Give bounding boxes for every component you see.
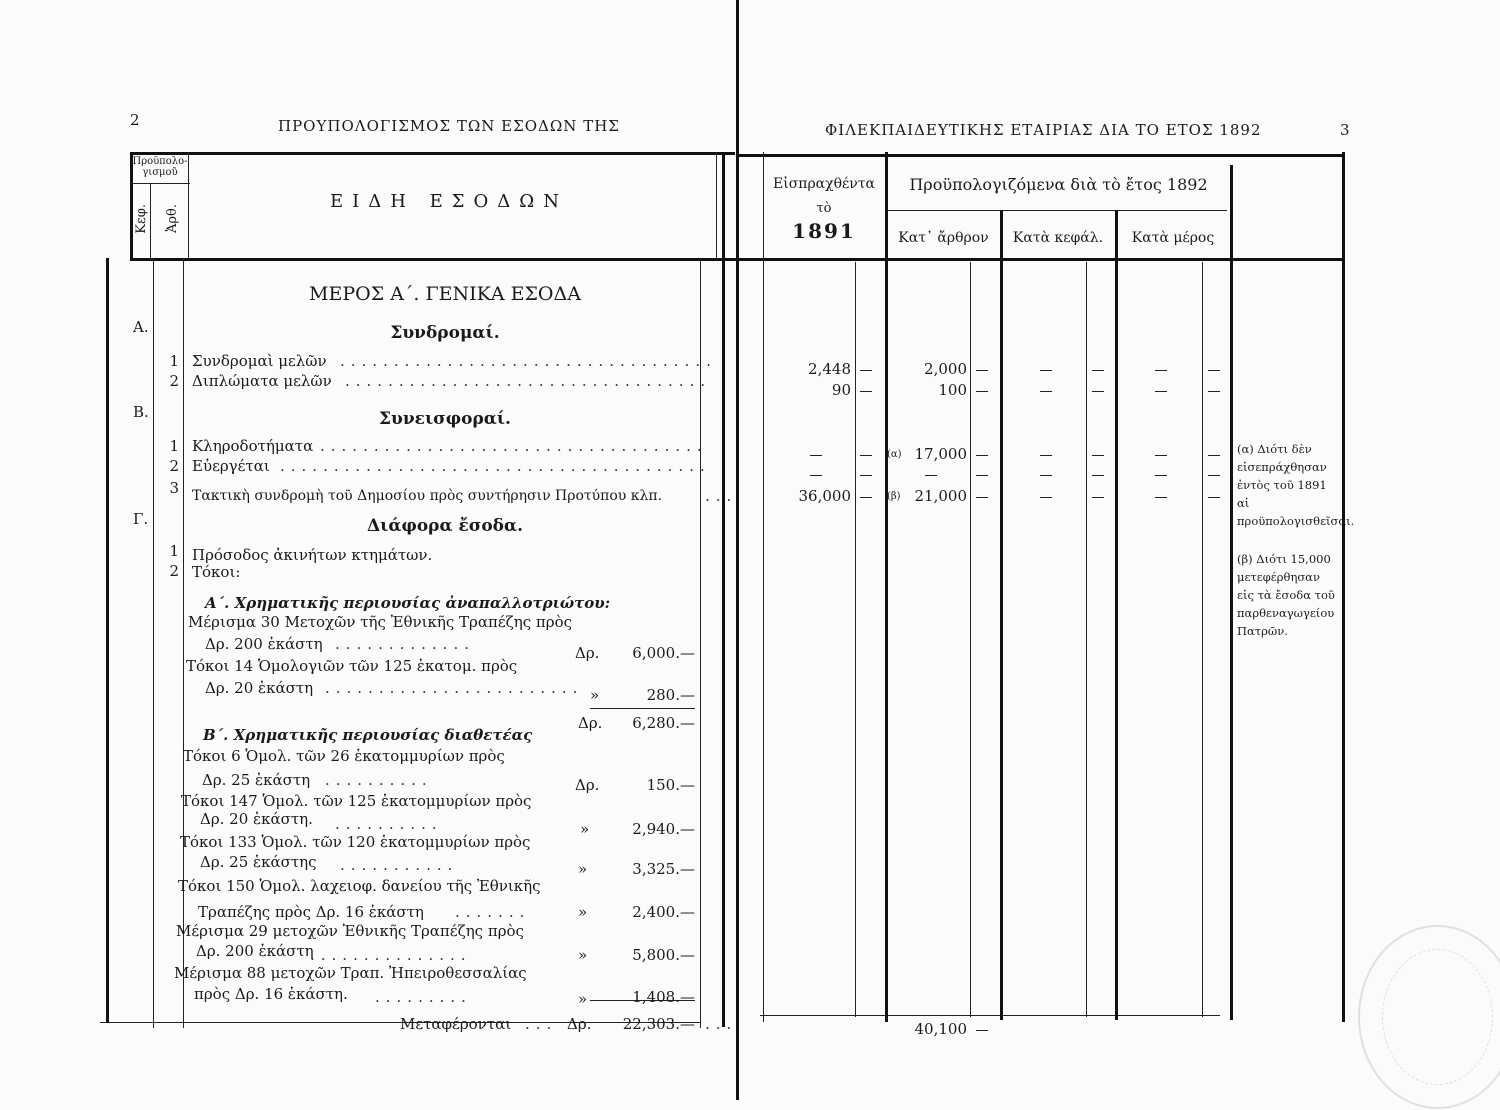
item-line: Δρ. 25 ἑκάστης [200,853,317,871]
section-title: Διάφορα ἔσοδα. [366,516,524,536]
section-title: Συνδρομαί. [390,323,500,343]
currency: » [578,903,588,921]
item-line: Τόκοι 147 Ὁμολ. τῶν 125 ἑκατομμυρίων πρὸς [181,792,532,810]
row-label: Τακτικὴ συνδρομὴ τοῦ Δημοσίου πρὸς συντήρησιν Προτύπου κλπ. [192,488,663,504]
item-line: Δρ. 20 ἑκάστη. [200,810,313,828]
currency: » [578,860,588,878]
article-number: 2 [169,562,179,580]
currency: » [590,686,600,704]
article-value: 2,000 [924,360,967,378]
margin-note: (α) Διότι δὲν εἰσεπράχθησαν ἐντὸς τοῦ 1891 αἱ προϋπολογισθεῖσαι. [1237,442,1355,528]
header-per-article: Κατ᾽ ἄρθρον [898,230,989,246]
currency: » [578,946,588,964]
amount: 150.— [646,776,695,794]
collected-value: 36,000 [798,487,851,505]
item-line: Δρ. 200 ἑκάστη [196,942,314,960]
item-line: Τόκοι 150 Ὁμολ. λαχειοφ. δανείου τῆς Ἐθνικῆς [178,877,541,895]
currency: Δρ. [575,776,600,794]
item-line: Δρ. 25 ἑκάστη [202,771,311,789]
currency: Δρ. [578,714,603,732]
amount: 3,325.— [632,860,695,878]
item-line: Μέρισμα 88 μετοχῶν Τραπ. Ἠπειροθεσσαλίας [174,964,527,982]
section-letter: Γ. [133,510,149,528]
row-label: Συνδρομαὶ μελῶν [192,352,327,370]
amount: 2,940.— [632,820,695,838]
row-label: Πρόσοδος ἀκινήτων κτημάτων. [192,546,433,564]
article-number: 1 [169,542,179,560]
row-label: Κληροδοτήματα [192,437,314,455]
item-line: Τόκοι 6 Ὁμολ. τῶν 26 ἑκατομμυρίων πρὸς [183,747,505,765]
running-title-right: ΦΙΛΕΚΠΑΙΔΕΥΤΙΚΗΣ ΕΤΑΙΡΙΑΣ ΔΙΑ ΤΟ ΕΤΟΣ 1892 [825,121,1262,139]
amount: 2,400.— [632,903,695,921]
running-title-left: ΠΡΟΥΠΟΛΟΓΙΣΜΟΣ ΤΩΝ ΕΣΟΔΩΝ ΤΗΣ [278,117,620,135]
currency: Δρ. [567,1015,592,1033]
page-number-right: 3 [1340,121,1350,139]
item-line: Δρ. 200 ἑκάστη [205,635,323,653]
item-line: Δρ. 20 ἑκάστη [205,679,314,697]
header-per-chapter: Κατὰ κεφάλ. [1012,230,1104,246]
article-number: 1 [169,352,179,370]
header-per-part: Κατὰ μέρος [1131,230,1215,246]
header-collected-year: 1891 [792,219,856,243]
item-line: Τόκοι 133 Ὁμολ. τῶν 120 ἑκατομμυρίων πρὸς [180,833,531,851]
header-collected-to: τὸ [816,201,832,216]
header-budget-group: Προϋπολο-γισμοῦ [132,156,188,178]
article-value: 21,000 [914,487,967,505]
row-label: Τόκοι: [192,563,241,581]
item-line: πρὸς Δρ. 16 ἑκάστη. [194,985,348,1003]
header-collected: Εἰσπραχθέντα [772,176,876,192]
section-title: Συνεισφοραί. [379,409,511,429]
currency: » [580,820,590,838]
article-number: 3 [169,479,179,497]
article-value: 17,000 [914,445,967,463]
section-letter: Β. [133,403,149,421]
currency: » [578,990,588,1008]
article-total: 40,100 [914,1020,967,1038]
subtotal-amount: 6,280.— [632,714,695,732]
margin-note: (β) Διότι 15,000 μετεφέρθησαν εἰς τὰ ἔσοδα τοῦ παρθεναγωγείου Πατρῶν. [1237,552,1335,638]
amount: 280.— [646,686,695,704]
item-line: Τόκοι 14 Ὁμολογιῶν τῶν 125 ἑκατομ. πρὸς [186,657,518,675]
section-letter: Α. [133,318,149,336]
part-title: ΜΕΡΟΣ Α΄. ΓΕΝΙΚΑ ΕΣΟΔΑ [309,283,581,305]
carried-label: Μεταφέρονται [400,1015,512,1033]
row-label: Διπλώματα μελῶν [192,372,332,390]
collected-value: 2,448 [808,360,851,378]
amount: 6,000.— [632,644,695,662]
header-budgeted: Προϋπολογιζόμενα διὰ τὸ ἔτος 1892 [909,175,1208,194]
article-number: 1 [169,437,179,455]
article-number: 2 [169,457,179,475]
item-line: Μέρισμα 29 μετοχῶν Ἐθνικῆς Τραπέζης πρὸς [176,922,524,940]
subsection-title: Β΄. Χρηματικῆς περιουσίας διαθετέας [203,726,533,744]
subsection-title: Α΄. Χρηματικῆς περιουσίας ἀναπαλλοτριώτου: [205,594,611,612]
footnote-mark: (α) [887,449,902,460]
amount: 1,408.— [632,988,695,1006]
collected-value: 90 [831,381,851,399]
header-chapter: Κεφ. [134,204,149,234]
header-article: Ἀρθ. [165,204,180,233]
header-revenue-types: ΕΙΔΗ ΕΣΟΔΩΝ [330,191,568,212]
row-label: Εὐεργέται [192,457,270,475]
article-number: 2 [169,372,179,390]
footnote-mark: (β) [887,491,901,502]
article-value: 100 [938,381,967,399]
library-seal-stamp [1358,925,1500,1109]
item-line: Μέρισμα 30 Μετοχῶν τῆς Ἐθνικῆς Τραπέζης πρὸς [188,613,573,631]
page-number-left: 2 [130,111,140,129]
carried-amount: 22,303.— [622,1015,695,1033]
item-line: Τραπέζης πρὸς Δρ. 16 ἑκάστη [198,903,424,921]
amount: 5,800.— [632,946,695,964]
currency: Δρ. [575,644,600,662]
